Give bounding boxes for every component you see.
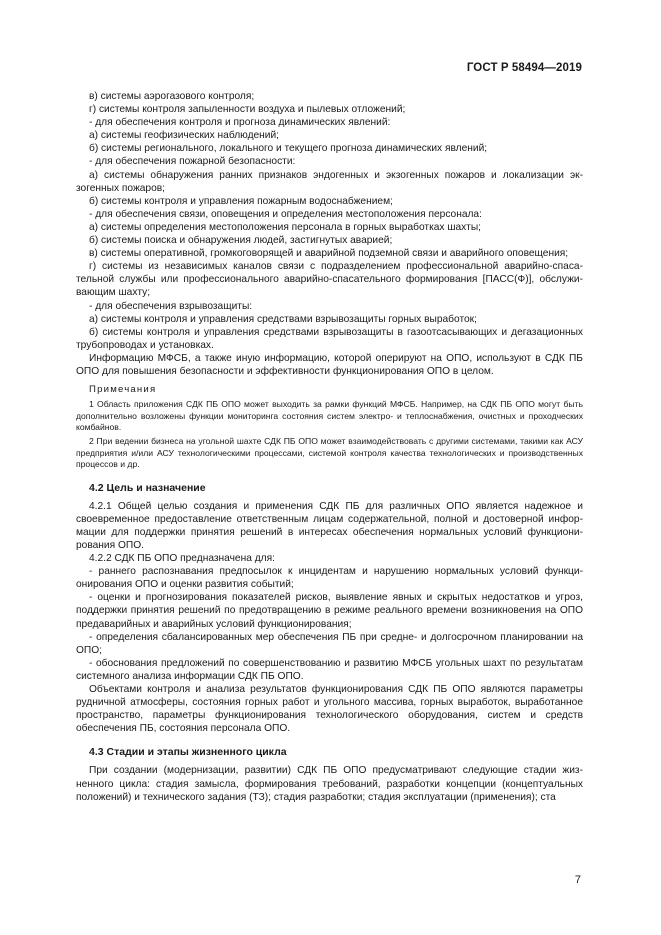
list-item: в) системы аэрогазового контроля; xyxy=(89,91,255,102)
list-item: в) системы оперативной, громкоговорящей и аварийной подземной связи и аварийного оповещения; xyxy=(89,248,569,260)
list-item: - для обеспечения взрывозащиты: xyxy=(89,300,253,312)
page-number: 7 xyxy=(574,874,581,886)
list-item: - раннего распознавания предпосылок к инцидентам и нарушению нормальных условий функционирования ОПО и оценки развития событий; xyxy=(76,566,583,591)
list-item: б) системы поиска и обнаружения людей, застигнутых аварией; xyxy=(89,235,393,247)
list-item: а) системы обнаружения ранних признаков эндогенных и экзогенных пожаров и локализации экзогенных пожаров; xyxy=(76,169,583,194)
section-heading-4-3: 4.3 Стадии и этапы жизненного цикла xyxy=(89,746,287,759)
note: 2 При ведении бизнеса на угольной шахте СДК ПБ ОПО может взаимодействовать с другими системами, такими как АСУ предприятия и/или АСУ технологическими процессами, системой контроля качества технологических и производственных процессов и др. xyxy=(76,436,583,470)
list-item: - оценки и прогнозирования показателей рисков, выявление явных и скрытых недостатков и угроз, поддержки принятия решений по предотвращению в режиме реального времени возникновения на ОПО предаварийных и аварийных условий функционирования; xyxy=(76,592,583,630)
paragraph: 4.2.1 Общей целью создания и применения СДК ПБ для различных ОПО является надежное и своевременное предоставление ответственным лицам содержательной, полной и достоверной информации для поддержки принятия решений в интересах обеспечения нормальных условий функционирования ОПО. xyxy=(76,500,583,551)
list-item: - для обеспечения связи, оповещения и определения местоположения персонала: xyxy=(89,208,482,220)
list-item: - определения сбалансированных мер обеспечения ПБ при средне- и долгосрочном планировании на ОПО; xyxy=(76,631,583,656)
section-heading-4-2: 4.2 Цель и назначение xyxy=(89,481,206,494)
list-item: а) системы определения местоположения персонала в горных выработках шахты; xyxy=(89,221,481,233)
document-body xyxy=(76,90,583,804)
list-item: г) системы контроля запыленности воздуха и пылевых отложений; xyxy=(89,104,406,116)
paragraph: Объектами контроля и анализа результатов функционирования СДК ПБ ОПО являются параметры рудничной атмосферы, состояния горных работ и угольного массива, горных выработок, выработанное пространство, параметры функционирования технологического оборудования, систем и средств обеспечения ПБ, состояния персонала ОПО. xyxy=(76,684,583,735)
paragraph: 4.2.2 СДК ПБ ОПО предназначена для: xyxy=(89,553,275,565)
list-item: а) системы контроля и управления средствами взрывозащиты горных выработок; xyxy=(89,313,477,325)
list-item: г) системы из независимых каналов связи с подразделением профессиональной аварийно-спасательной службы или профессионального аварийно-спасательного формирования [ПАСС(Ф)], обслуживающим шахту; xyxy=(76,261,583,299)
list-item: - обоснования предложений по совершенствованию и развитию МФСБ угольных шахт по результатам системного анализа информации СДК ПБ ОПО. xyxy=(76,657,583,682)
list-item: а) системы геофизических наблюдений; xyxy=(89,130,280,142)
note: 1 Область приложения СДК ПБ ОПО может выходить за рамки функций МФСБ. Например, на СДК ПБ ОПО могут быть дополнительно возложены функции мониторинга состояния систем электро- и теплоснабжения, очистных и проходческих комбайнов. xyxy=(76,399,583,432)
list-item: б) системы регионального, локального и текущего прогноза динамических явлений; xyxy=(89,143,488,155)
list-item: б) системы контроля и управления пожарным водоснабжением; xyxy=(89,195,393,207)
list-item: б) системы контроля и управления средствами взрывозащиты в газоотсасывающих и дегазационных трубопроводах и установках. xyxy=(76,326,583,351)
list-item: - для обеспечения контроля и прогноза динамических явлений: xyxy=(89,117,391,129)
notes-title: Примечания xyxy=(89,384,157,396)
standard-number: ГОСТ Р 58494—2019 xyxy=(466,62,582,74)
paragraph: Информацию МФСБ, а также иную информацию, которой оперируют на ОПО, используют в СДК ПБ ОПО для повышения безопасности и эффективности функционирования ОПО в целом. xyxy=(76,352,583,377)
list-item: - для обеспечения пожарной безопасности: xyxy=(89,156,296,168)
paragraph: При создании (модернизации, развитии) СДК ПБ ОПО предусматривают следующие стадии жизненного цикла: стадия замысла, формирования требований, разработки концепции (концептуальных положений) и технического задания (ТЗ); стадия разработки; стадия эксплуатации (применения); ста xyxy=(76,765,583,803)
